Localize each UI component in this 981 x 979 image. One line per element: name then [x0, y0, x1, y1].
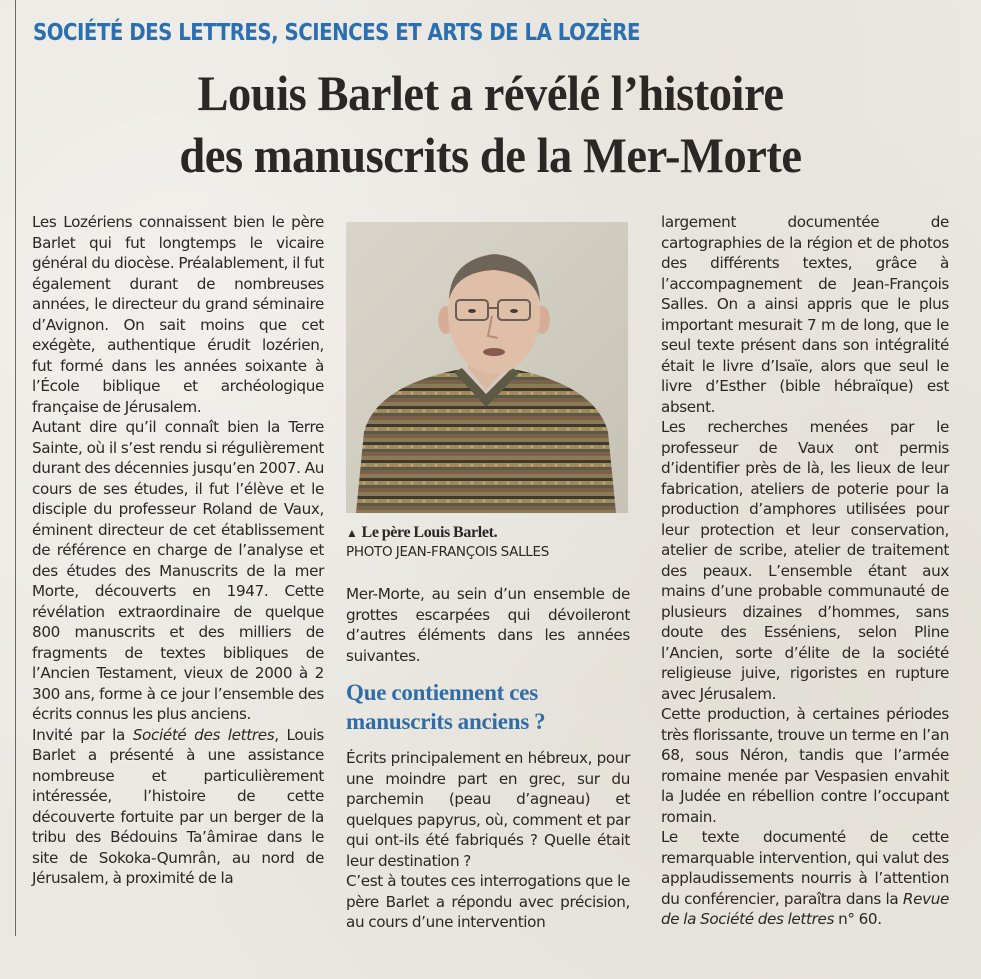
text-run: , Louis Barlet a présenté à une assistance nombreuse et particulièrement intéressée, l’histoire de cette découverte fortuite par un berger de la tribu des Bédouins Ta’âmirae dans le site de Sokoka-Qumrân, au nord de Jérusalem, à proximité de la — [32, 725, 324, 887]
portrait-photo — [346, 222, 628, 513]
article-column-3 — [661, 212, 949, 930]
text-run: n° 60. — [834, 910, 882, 928]
headline — [0, 62, 981, 186]
photo-credit: PHOTO JEAN-FRANÇOIS SALLES — [346, 544, 550, 560]
eye-right — [510, 309, 518, 313]
paragraph: Cette production, à certaines périodes très florissante, trouve un terme en l’an 68, sous Néron, tandis que l’armée romaine menée par Vespasien envahit la Judée en rébellion contre l’occupant romain. — [661, 705, 949, 826]
section-kicker: SOCIÉTÉ DES LETTRES, SCIENCES ET ARTS DE LA LOZÈRE — [33, 20, 640, 46]
caption-title — [346, 523, 630, 543]
paragraph: Les recherches menées par le professeur de Vaux ont permis d’identifier près de là, les lieux de leur fabrication, ateliers de poterie pour la production d’amphores utilisées pour leur protection et leur conservation, atelier de scribe, atelier de traitement des peaux. L’ensemble étant aux mains d’une probable communauté de plusieurs dizaines d’hommes, sans doute des Esséniens, selon Pline l’Ancien, sorte d’élite de la société religieuse juive, rigoristes en rupture avec Jérusalem. — [661, 418, 949, 703]
text-run: Invité par la — [32, 725, 133, 744]
eye-left — [468, 309, 476, 313]
paragraph — [32, 725, 324, 889]
triangle-up-icon: ▲ — [346, 526, 358, 540]
paragraph: Écrits principalement en hébreux, pour une moindre part en grec, sur du parchemin (peau d’agneau) et quelques papyrus, où, comment et par qui ont-ils été fabriqués ? Quelle était leur destination ? — [346, 749, 630, 870]
article-column-1 — [32, 212, 324, 889]
paragraph: Les Lozériens connaissent bien le père Barlet qui fut longtemps le vicaire général du diocèse. Préalablement, il fut également durant de nombreuses années, le directeur du grand séminaire d’Avignon. On sait moins que cet exégète, authentique érudit lozérien, fut formé dans les années soixante à l’École biblique et archéologique française de Jérusalem. — [32, 213, 324, 416]
mouth — [483, 348, 505, 356]
publication-name: Société des lettres — [132, 725, 275, 744]
paragraph: Autant dire qu’il connaît bien la Terre Sainte, où il s’est rendu si régulièrement durant des décennies jusqu’en 2007. Au cours de ses études, il fut l’élève et le disciple du professeur Roland de Vaux, éminent directeur de cet établissement de référence en charge de l’analyse et des études des Manuscrits de la mer Morte, découverts en 1947. Cette révélation extraordinaire de quelque 800 manuscrits et des milliers de fragments de textes bibliques de l’Ancien Testament, vieux de 2000 à 2 300 ans, forme à ce jour l’ensemble des écrits connus les plus anciens. — [32, 418, 324, 723]
photo-caption — [346, 523, 630, 562]
paragraph: Mer-Morte, au sein d’un ensemble de grottes escarpées qui dévoileront d’autres éléments dans les années suivantes. — [346, 585, 630, 665]
subheading: Que contiennent ces manuscrits anciens ? — [346, 680, 546, 734]
paragraph: largement documentée de cartographies de la région et de photos des différents textes, grâce à l’accompagnement de Jean-François Salles. On a ainsi appris que le plus important mesurait 7 m de long, que le seul texte présent dans son intégralité était le livre d’Isaïe, alors que seul le livre d’Esther (bible hébraïque) est absent. — [661, 213, 949, 416]
headline-line-2: des manuscrits de la Mer-Morte — [179, 127, 802, 183]
paragraph — [661, 827, 949, 930]
headline-line-1: Louis Barlet a révélé l’histoire — [197, 65, 784, 121]
portrait-illustration — [346, 222, 628, 513]
paragraph: C’est à toutes ces interrogations que le père Barlet a répondu avec précision, au cours d’une intervention — [346, 872, 630, 931]
column-2-body — [346, 584, 630, 933]
publication-name: Revue de la Société des lettres — [661, 889, 949, 928]
caption-title-text: Le père Louis Barlet. — [361, 524, 498, 541]
article-column-2 — [346, 212, 630, 933]
text-run: Le texte documenté de cette remarquable intervention, qui valut des applaudissements nourris à l’attention du conférencier, paraîtra dans la — [661, 828, 949, 908]
